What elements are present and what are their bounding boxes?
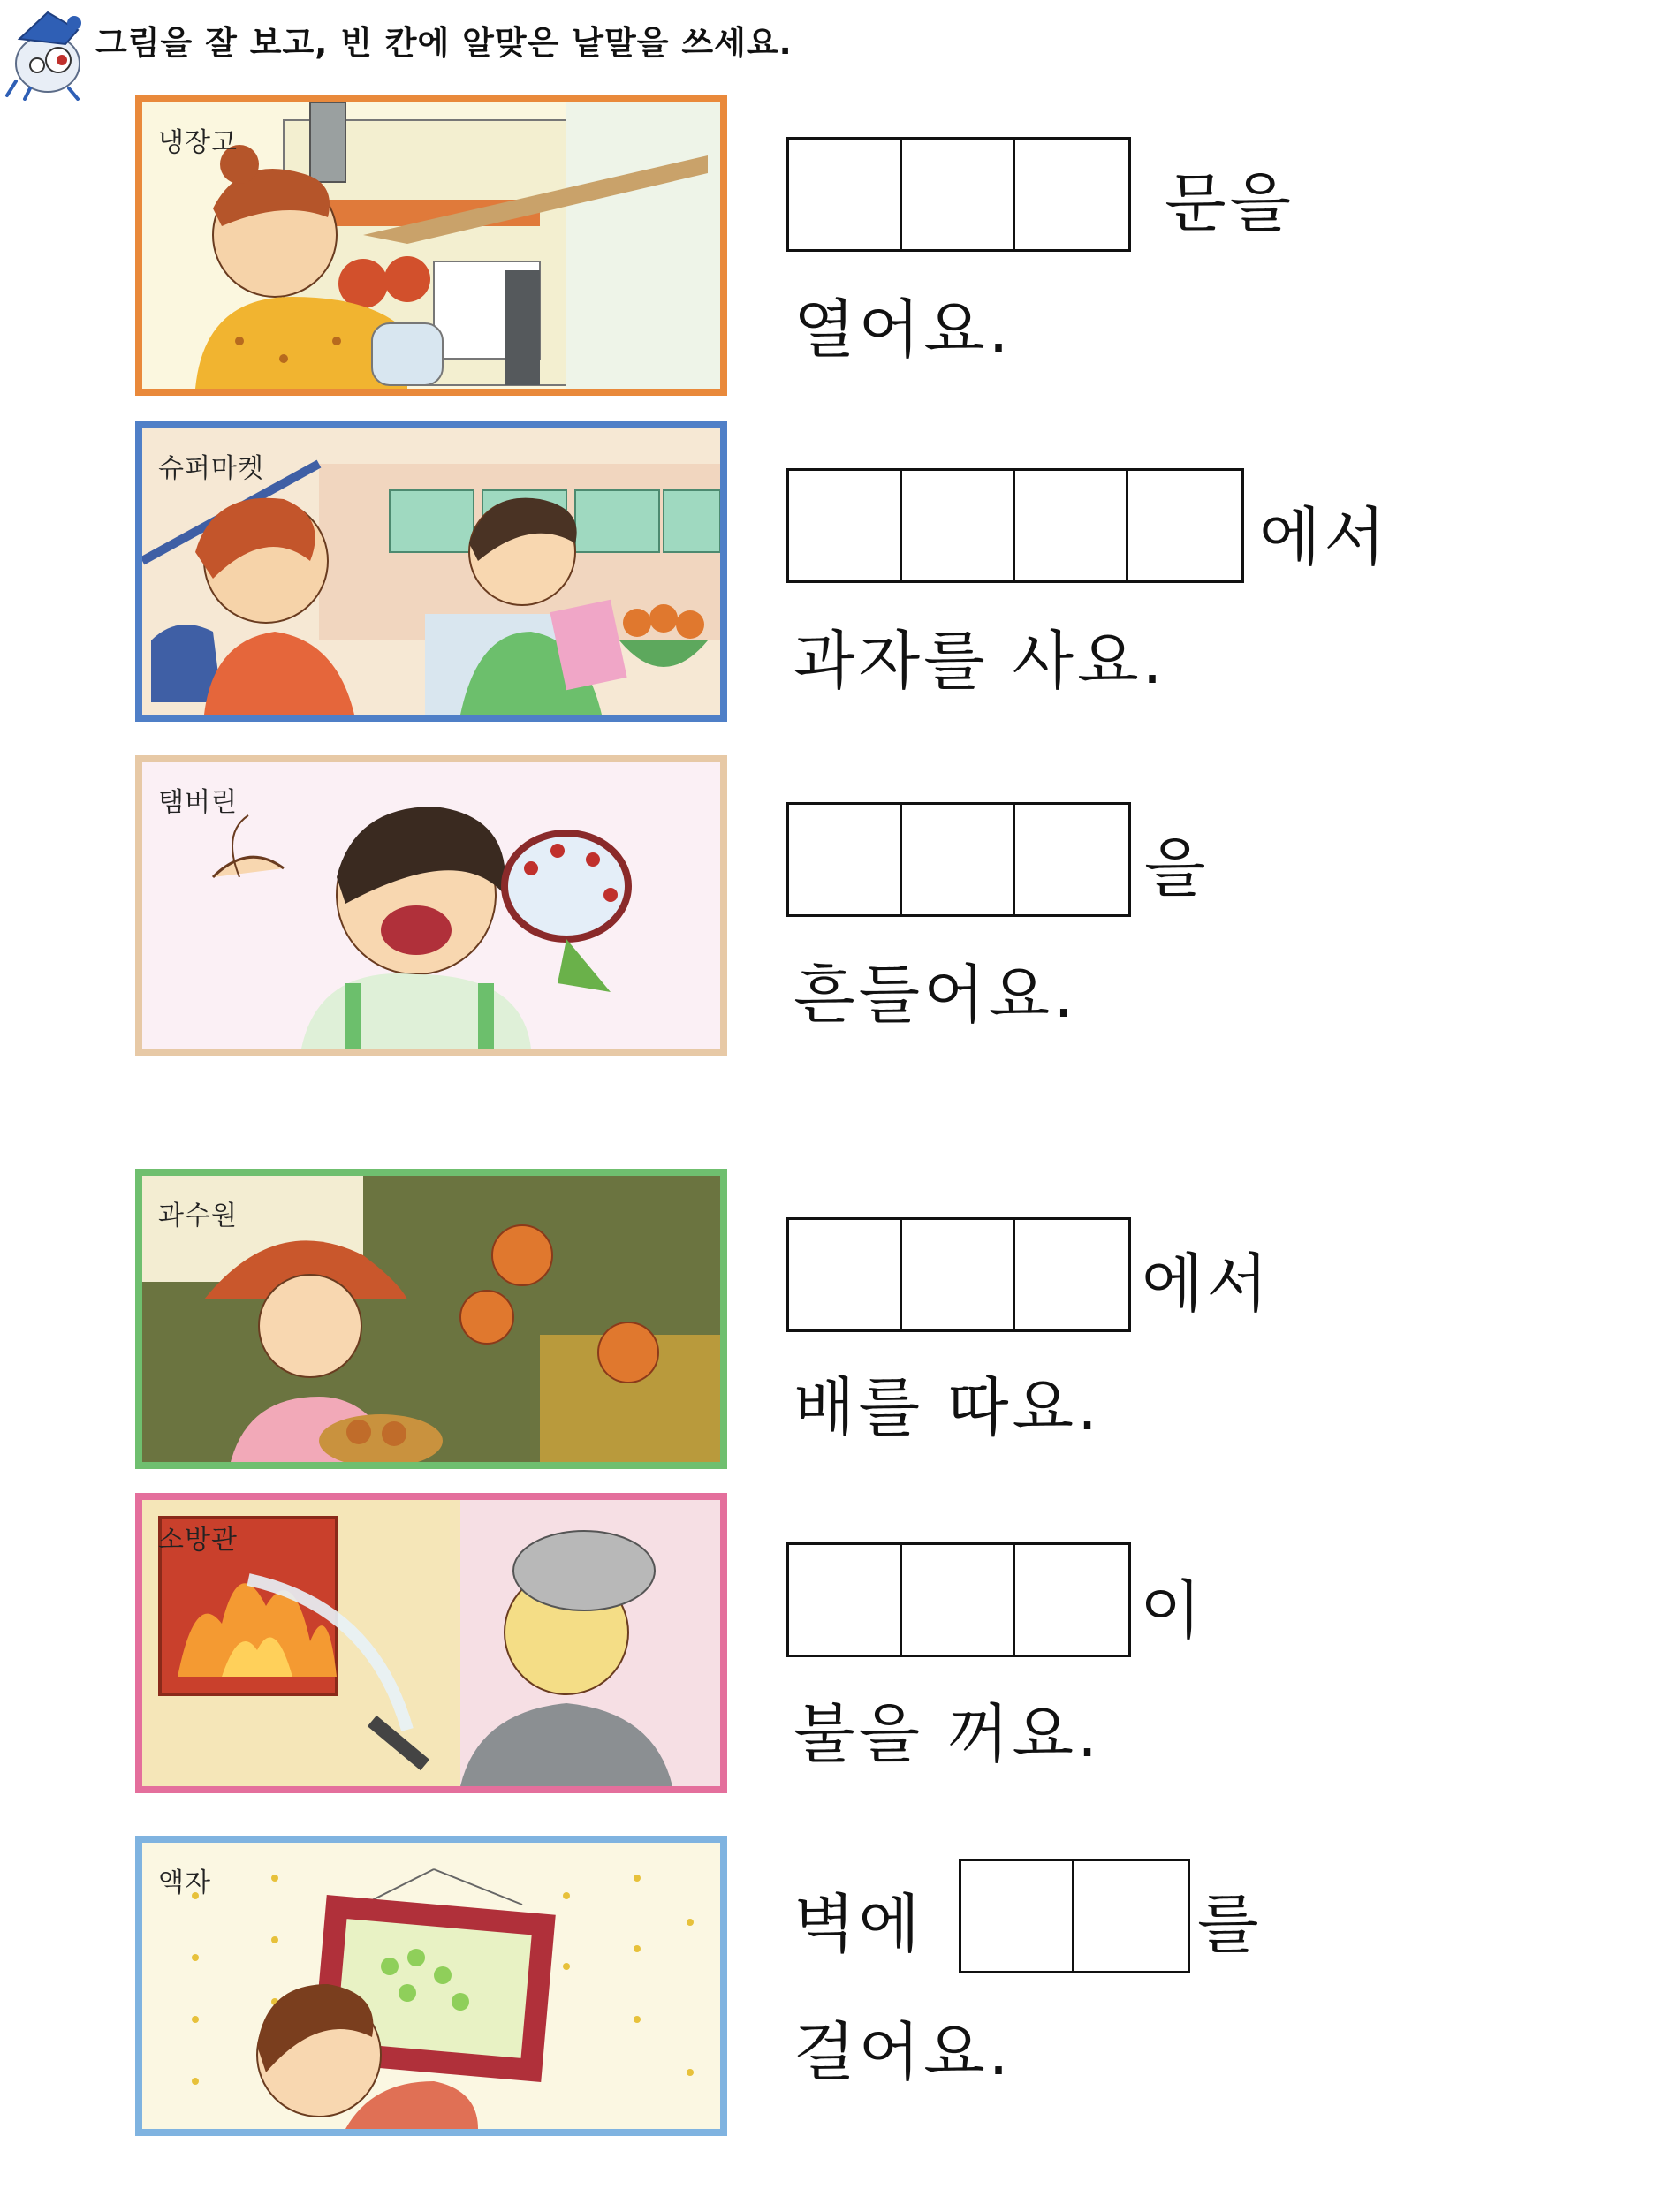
picture-supermarket: [135, 421, 727, 722]
answer-box[interactable]: [1074, 1861, 1188, 1971]
answer-boxes-3[interactable]: [786, 802, 1131, 917]
answer-box[interactable]: [789, 1220, 902, 1329]
answer-box[interactable]: [961, 1861, 1074, 1971]
answer-box[interactable]: [1015, 140, 1128, 249]
suffix-text-5: 이: [1140, 1573, 1205, 1648]
answer-box[interactable]: [902, 1220, 1015, 1329]
picture-label: 액자: [158, 1867, 211, 1898]
picture-orchard: [135, 1169, 727, 1469]
answer-boxes-5[interactable]: [786, 1542, 1131, 1657]
mascot-icon: [4, 4, 92, 101]
suffix-text-2: 에서: [1259, 500, 1390, 574]
answer-box[interactable]: [789, 140, 902, 249]
answer-box[interactable]: [789, 805, 902, 914]
picture-label: 슈퍼마켓: [158, 453, 264, 484]
picture-label: 과수원: [158, 1193, 238, 1232]
answer-box[interactable]: [1015, 805, 1128, 914]
sentence-ending-4: 배를 따요.: [793, 1370, 1101, 1444]
sentence-ending-5: 불을 꺼요.: [793, 1697, 1101, 1771]
answer-box[interactable]: [1128, 471, 1241, 580]
answer-boxes-4[interactable]: [786, 1217, 1131, 1332]
suffix-text-6: 를: [1197, 1887, 1263, 1961]
answer-box[interactable]: [789, 1545, 902, 1655]
sentence-ending-6: 걸어요.: [793, 2015, 1013, 2089]
answer-box[interactable]: [902, 471, 1015, 580]
suffix-text-4: 에서: [1142, 1246, 1272, 1321]
answer-boxes-1[interactable]: [786, 137, 1131, 252]
picture-label: 소방관: [158, 1525, 238, 1556]
picture-frame: [135, 1836, 727, 2136]
answer-box[interactable]: [902, 805, 1015, 914]
answer-boxes-2[interactable]: [786, 468, 1244, 583]
answer-box[interactable]: [902, 1545, 1015, 1655]
suffix-text-1: 문을: [1165, 166, 1295, 240]
answer-box[interactable]: [1015, 1545, 1128, 1655]
picture-firefighter: [135, 1493, 727, 1793]
sentence-ending-2: 과자를 사요.: [793, 624, 1166, 698]
answer-box[interactable]: [1015, 471, 1128, 580]
answer-box[interactable]: [902, 140, 1015, 249]
answer-box[interactable]: [1015, 1220, 1128, 1329]
sentence-ending-1: 열어요.: [793, 292, 1013, 367]
picture-label: 냉장고: [158, 127, 238, 158]
picture-label: 탬버린: [158, 787, 238, 818]
suffix-text-3: 을: [1144, 831, 1210, 905]
picture-refrigerator: [135, 95, 727, 396]
instruction-text: 그림을 잘 보고, 빈 칸에 알맞은 낱말을 쓰세요.: [95, 24, 793, 62]
answer-boxes-6[interactable]: [959, 1859, 1190, 1973]
picture-tambourine: [135, 755, 727, 1056]
prefix-text-6: 벽에: [793, 1887, 924, 1961]
answer-box[interactable]: [789, 471, 902, 580]
sentence-ending-3: 흔들어요.: [793, 958, 1078, 1032]
